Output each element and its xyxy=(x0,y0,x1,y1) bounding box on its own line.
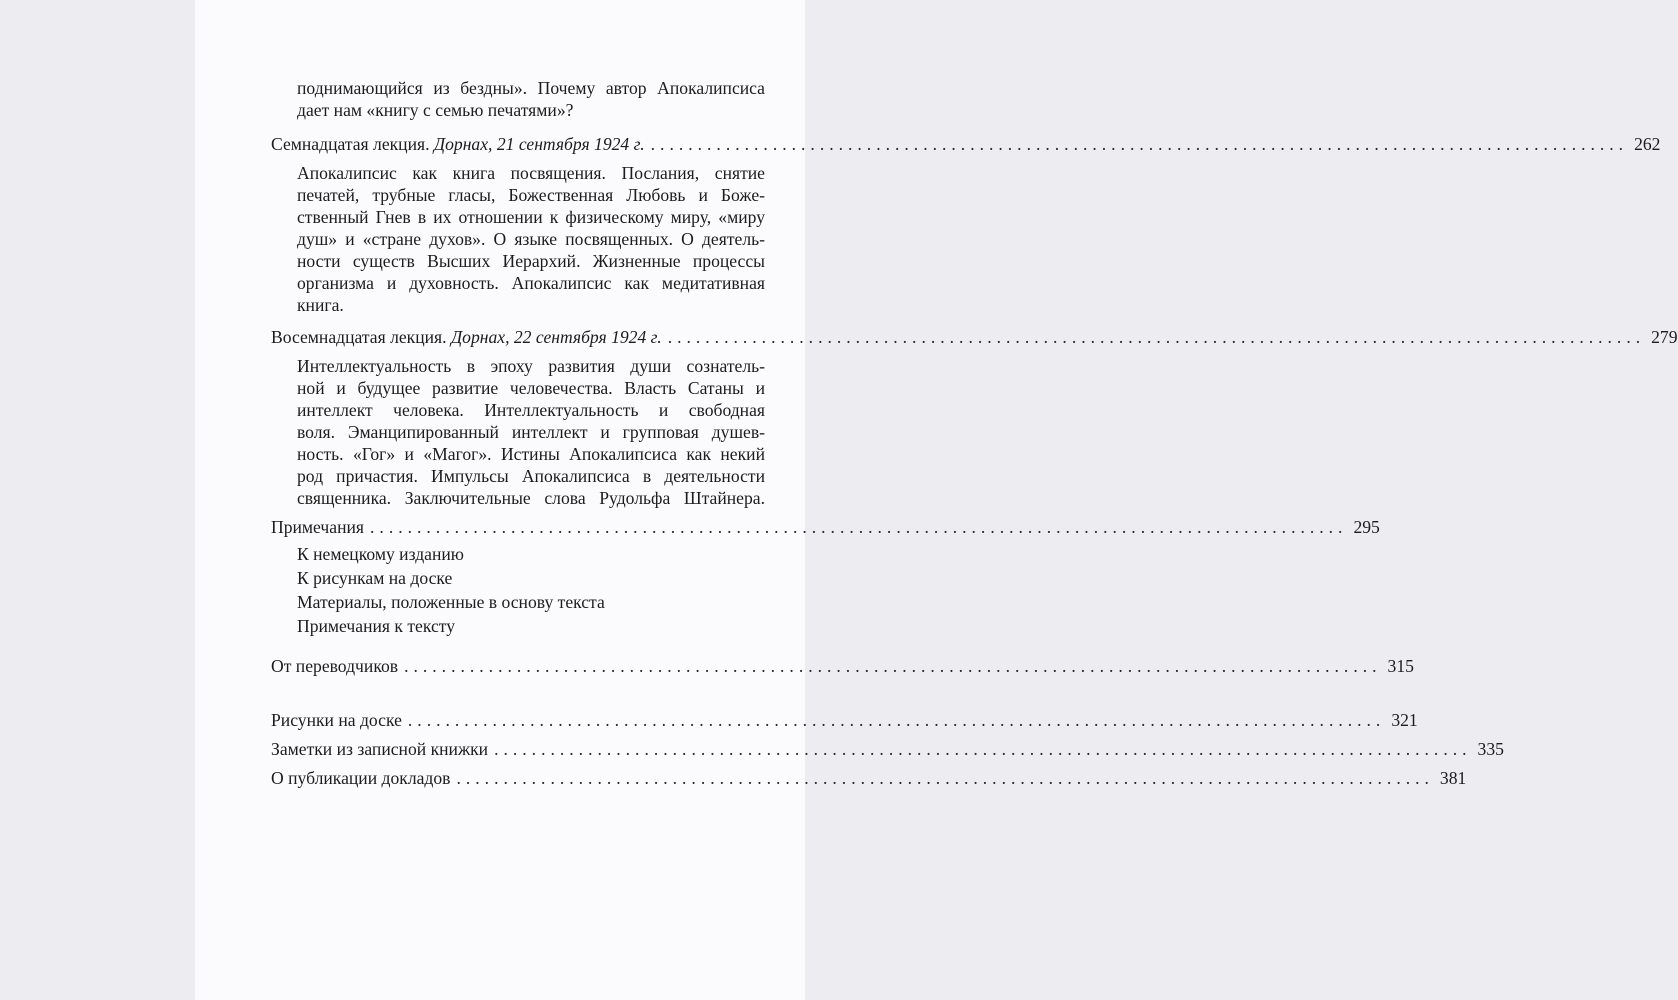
description-line: книга. xyxy=(297,295,344,315)
toc-entry-lecture-17[interactable] xyxy=(271,133,1661,155)
toc-subentry[interactable]: Материалы, положенные в основу текста xyxy=(297,592,605,612)
page-number: 262 xyxy=(1634,134,1661,154)
toc-subentry[interactable]: Примечания к тексту xyxy=(297,616,456,636)
entry-title: Заметки из записной книжки xyxy=(271,739,489,759)
description-line: организма и духовность. Апокалипсис как медитативная xyxy=(297,273,765,293)
toc-subentry[interactable]: К рисункам на доске xyxy=(297,568,453,588)
page-number: 315 xyxy=(1387,656,1414,676)
description-line: священника. Заключительные слова Рудольфа Штайнера. xyxy=(297,488,765,508)
entry-title: Рисунки на доске xyxy=(271,710,402,730)
description-line: интеллект человека. Интеллектуальность и свободная xyxy=(297,400,765,420)
dot-leader: ........................................................................................................ xyxy=(667,327,1646,347)
description-line: печатей, трубные гласы, Божественная Любовь и Боже- xyxy=(297,185,765,205)
dot-leader: ........................................................................................................ xyxy=(407,710,1386,730)
toc-subentry[interactable]: К немецкому изданию xyxy=(297,544,464,564)
description-line: душ» и «стране духов». О языке посвященных. О деятель- xyxy=(297,229,765,249)
dot-leader: ........................................................................................................ xyxy=(494,739,1472,759)
toc-entry-drawings[interactable] xyxy=(271,709,1418,731)
entry-title: Восемнадцатая лекция. Дорнах, 22 сентября 1924 г. xyxy=(271,327,662,347)
toc-entry-publication[interactable] xyxy=(271,767,1467,789)
description-line: воля. Эманципированный интеллект и групповая душев- xyxy=(297,422,765,442)
description-line: род причастия. Импульсы Апокалипсиса в деятельности xyxy=(297,466,765,486)
toc-entry-notes[interactable] xyxy=(271,516,1380,538)
toc-entry-lecture-18[interactable] xyxy=(271,326,1678,348)
entry-title: Семнадцатая лекция. Дорнах, 21 сентября 1924 г. xyxy=(271,134,645,154)
description-line: ности существ Высших Иерархий. Жизненные процессы xyxy=(297,251,765,271)
description-line: Интеллектуальность в эпоху развития души сознатель- xyxy=(297,356,765,376)
entry-title: Примечания xyxy=(271,517,365,537)
description-line: ственный Гнев в их отношении к физическому миру, «миру xyxy=(297,207,765,227)
description-line: Апокалипсис как книга посвящения. Послания, снятие xyxy=(297,163,765,183)
intro-line: поднимающийся из бездны». Почему автор Апокалипсиса xyxy=(297,78,765,98)
toc-entry-notebook[interactable] xyxy=(271,738,1504,760)
intro-line: дает нам «книгу с семью печатями»? xyxy=(297,100,574,120)
dot-leader: ........................................................................................................ xyxy=(456,768,1434,788)
entry-title: О публикации докладов xyxy=(271,768,451,788)
description-line: ность. «Гог» и «Магог». Истины Апокалипсиса как некий xyxy=(297,444,765,464)
dot-leader: ........................................................................................................ xyxy=(370,517,1348,537)
entry-title: От переводчиков xyxy=(271,656,399,676)
dot-leader: ........................................................................................................ xyxy=(650,134,1629,154)
toc-entry-translators[interactable] xyxy=(271,655,1414,677)
page-number: 335 xyxy=(1477,739,1504,759)
page-number: 381 xyxy=(1439,768,1467,788)
page-number: 295 xyxy=(1353,517,1380,537)
description-line: ной и будущее развитие человечества. Власть Сатаны и xyxy=(297,378,765,398)
page-number: 279 xyxy=(1651,327,1678,347)
dot-leader: ........................................................................................................ xyxy=(404,656,1382,676)
page-number: 321 xyxy=(1391,710,1418,730)
